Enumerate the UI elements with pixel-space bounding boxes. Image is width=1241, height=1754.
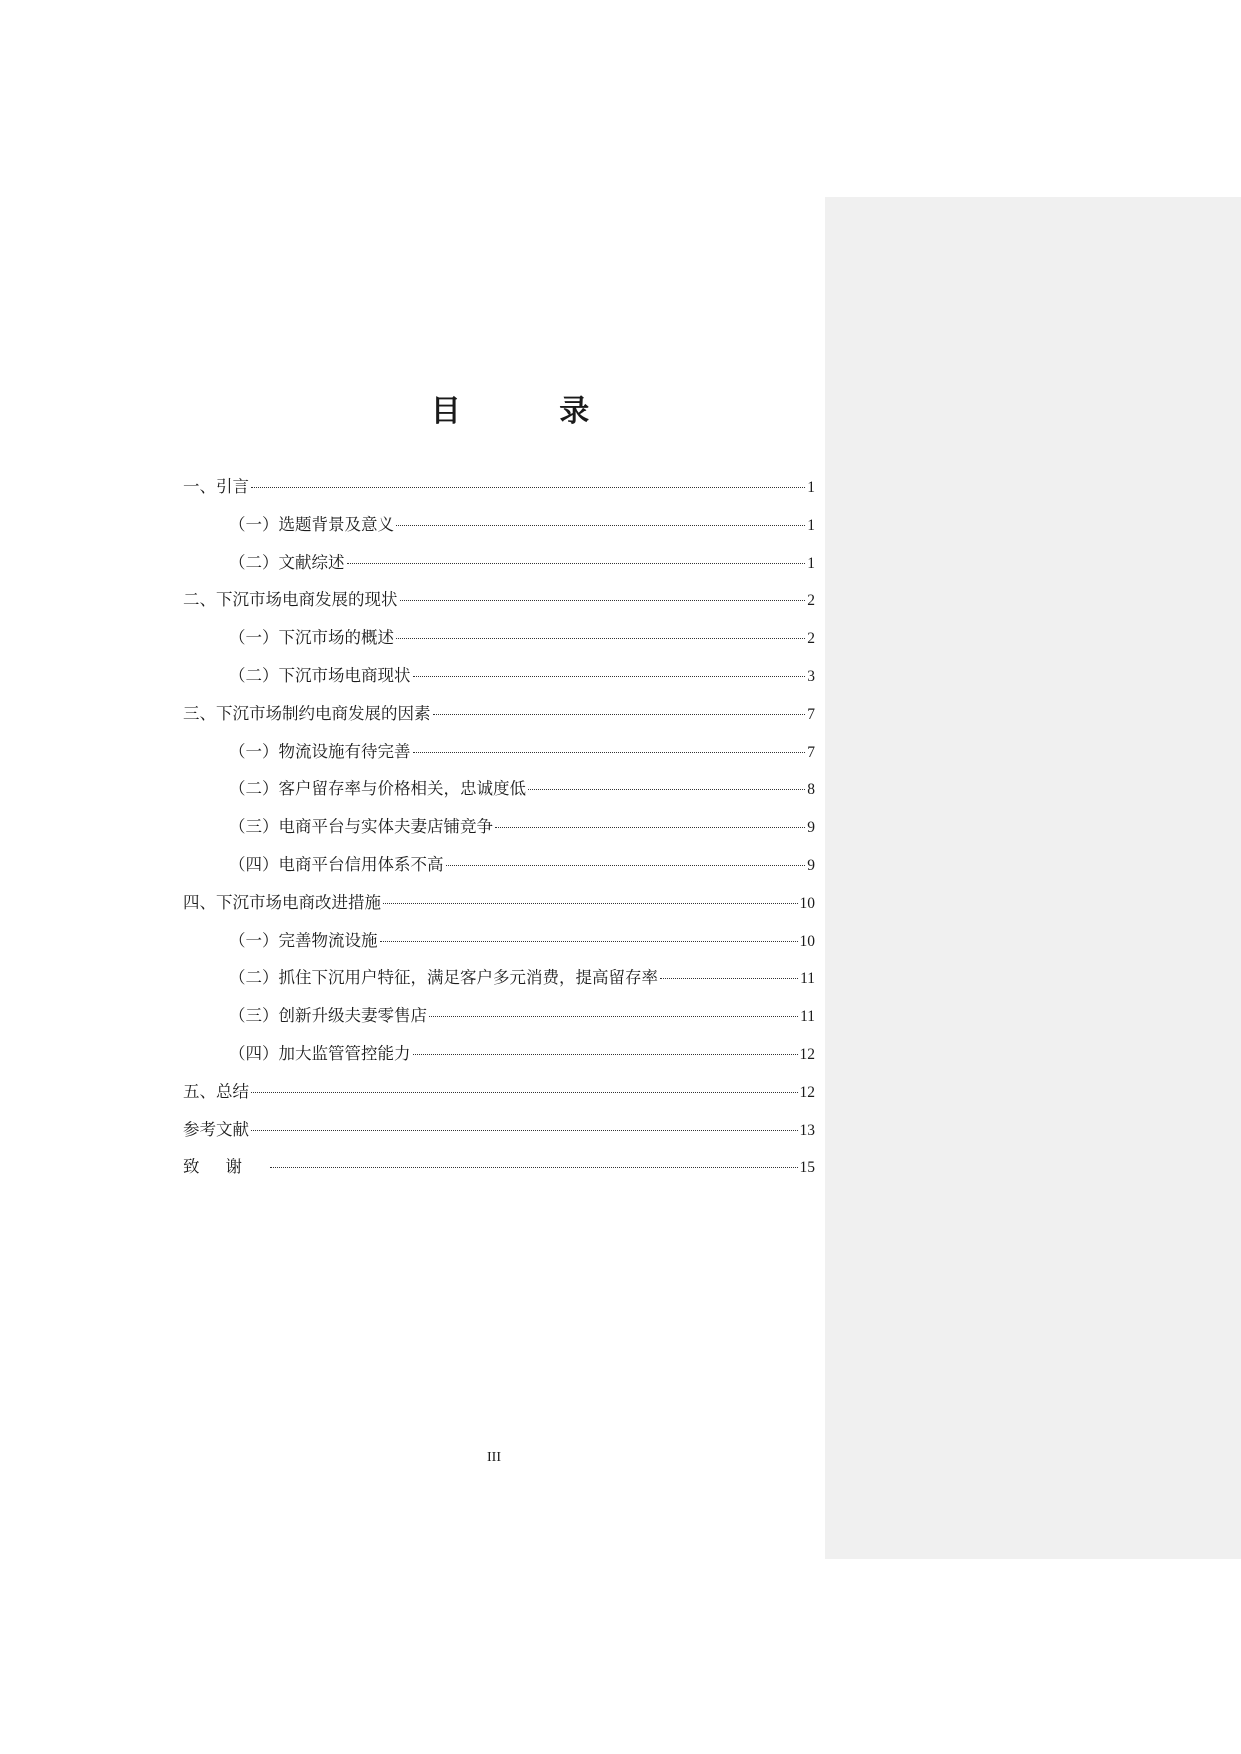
toc-dot-leader (396, 524, 805, 526)
toc-entry-page: 7 (807, 743, 815, 761)
toc-entry[interactable] (183, 808, 815, 846)
toc-dot-leader (347, 562, 806, 564)
toc-entry-text: 致谢 (183, 1157, 268, 1177)
toc-dot-leader (400, 599, 806, 601)
toc-entry-page: 2 (807, 630, 815, 648)
toc-entry-page: 11 (800, 970, 815, 988)
toc-entry-text: （一）下沉市场的概述 (229, 628, 394, 648)
toc-entry-page: 9 (807, 819, 815, 837)
toc-dot-leader (660, 977, 798, 979)
toc-entry[interactable] (183, 506, 815, 544)
toc-entry-text: （三）电商平台与实体夫妻店铺竞争 (229, 817, 493, 837)
toc-entry[interactable] (183, 581, 815, 619)
toc-entry-text: （一）选题背景及意义 (229, 514, 394, 534)
toc-entry-page: 7 (807, 705, 815, 723)
toc-entry-text: （四）电商平台信用体系不高 (229, 854, 444, 874)
toc-entry-page: 12 (799, 1083, 815, 1101)
toc-entry[interactable] (183, 770, 815, 808)
toc-entry-text: 四、下沉市场电商改进措施 (183, 892, 381, 912)
toc-entry[interactable] (183, 657, 815, 695)
toc-entry[interactable] (183, 733, 815, 771)
toc-dot-leader (413, 1053, 798, 1055)
toc-entry[interactable] (183, 619, 815, 657)
toc-entry-page: 10 (799, 894, 815, 912)
toc-entry-page: 2 (807, 592, 815, 610)
toc-entry-page: 11 (800, 1008, 815, 1026)
toc-dot-leader (380, 940, 798, 942)
toc-entry[interactable] (183, 468, 815, 506)
toc-dot-leader (433, 713, 806, 715)
toc-dot-leader (413, 675, 806, 677)
toc-entry[interactable] (183, 1111, 815, 1149)
toc-dot-leader (528, 788, 805, 790)
toc-dot-leader (429, 1015, 798, 1017)
toc-entry-text: （二）抓住下沉用户特征，满足客户多元消费，提高留存率 (229, 968, 658, 988)
toc-entry-page: 10 (799, 932, 815, 950)
toc-entry-text: （三）创新升级夫妻零售店 (229, 1006, 427, 1026)
toc-entry-text: （一）完善物流设施 (229, 930, 378, 950)
toc-entry-page: 8 (807, 781, 815, 799)
toc-entry[interactable] (183, 1148, 815, 1186)
toc-dot-leader (396, 637, 805, 639)
toc-entry[interactable] (183, 544, 815, 582)
toc-entry[interactable] (183, 959, 815, 997)
toc-entry[interactable] (183, 846, 815, 884)
toc-entry-page: 3 (807, 667, 815, 685)
toc-dot-leader (495, 826, 805, 828)
toc-entry-text: （四）加大监管管控能力 (229, 1043, 411, 1063)
toc-entry-text: 一、引言 (183, 477, 249, 496)
toc-dot-leader (251, 1091, 798, 1093)
toc-entry-page: 1 (807, 516, 815, 534)
toc-entry-text: 参考文献 (183, 1119, 249, 1139)
toc-entry[interactable] (183, 1035, 815, 1073)
toc-entry[interactable] (183, 884, 815, 922)
toc-title: 目 录 (430, 394, 634, 429)
toc-dot-leader (413, 751, 806, 753)
toc-entry-text: （一）物流设施有待完善 (229, 741, 411, 761)
toc-entry-page: 9 (807, 856, 815, 874)
toc-entry[interactable] (183, 997, 815, 1035)
toc-entry-page: 13 (799, 1121, 815, 1139)
toc-dot-leader (446, 864, 806, 866)
toc-entry[interactable] (183, 922, 815, 960)
toc-entry-text: （二）下沉市场电商现状 (229, 665, 411, 685)
toc-dot-leader (251, 1129, 798, 1131)
page-number: III (487, 1450, 501, 1465)
toc-entry-text: 二、下沉市场电商发展的现状 (183, 590, 398, 610)
toc-dot-leader (251, 486, 805, 488)
toc-dot-leader (383, 902, 798, 904)
toc-entry-page: 1 (807, 479, 815, 496)
toc-entry-text: 五、总结 (183, 1081, 249, 1101)
toc-entry-text: （二）文献综述 (229, 552, 345, 572)
toc-entry-page: 12 (799, 1045, 815, 1063)
toc-entry[interactable] (183, 695, 815, 733)
toc-entry-text: 三、下沉市场制约电商发展的因素 (183, 703, 431, 723)
table-of-contents (183, 468, 815, 1186)
toc-entry[interactable] (183, 1073, 815, 1111)
toc-dot-leader (270, 1166, 798, 1168)
toc-entry-text: （二）客户留存率与价格相关，忠诚度低 (229, 779, 526, 799)
toc-entry-page: 15 (799, 1159, 815, 1177)
toc-entry-page: 1 (807, 554, 815, 572)
